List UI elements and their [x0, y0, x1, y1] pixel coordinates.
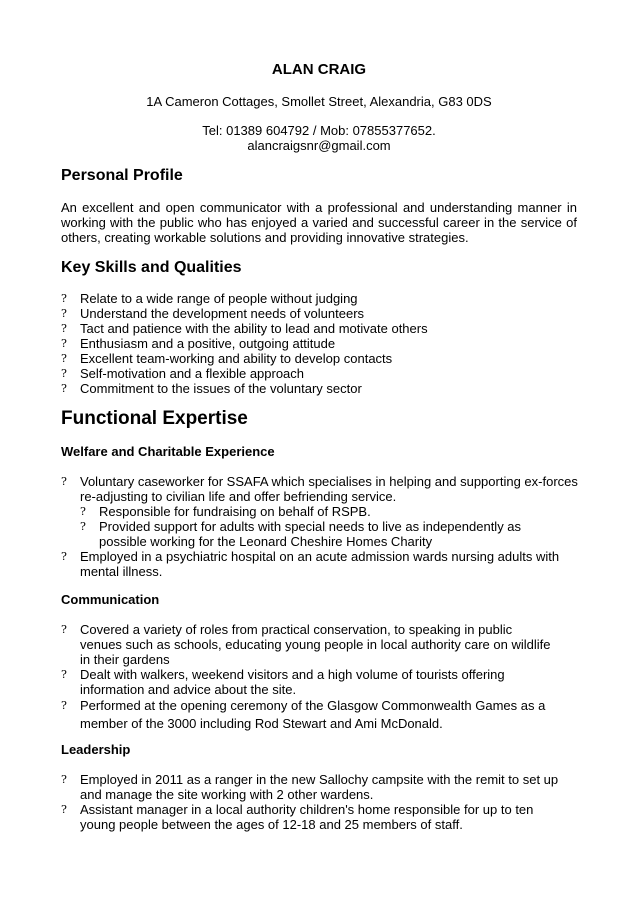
subheading-welfare: Welfare and Charitable Experience — [61, 444, 275, 459]
list-item: ? Understand the development needs of volunteers — [61, 306, 365, 321]
list-item: ? Employed in a psychiatric hospital on an acute admission wards nursing adults with mental illness. — [61, 549, 560, 579]
section-heading-expertise: Functional Expertise — [61, 408, 248, 429]
welfare-list — [61, 474, 581, 579]
bullet-marker: ? — [61, 292, 67, 305]
skills-list — [61, 291, 581, 396]
subheading-communication: Communication — [61, 592, 160, 607]
bullet-marker: ? — [61, 668, 67, 681]
address-line: 1A Cameron Cottages, Smollet Street, Alexandria, G83 0DS — [146, 94, 492, 109]
bullet-marker: ? — [61, 699, 67, 712]
list-item: ? Covered a variety of roles from practical conservation, to speaking in public venues such as schools, educating young people in local authority care on wildlife in their gardens — [61, 622, 551, 667]
bullet-marker: ? — [61, 322, 67, 335]
list-item: ? Responsible for fundraising on behalf of RSPB. — [80, 504, 371, 519]
leadership-list — [61, 772, 561, 832]
candidate-name: ALAN CRAIG — [271, 61, 367, 78]
contact-block — [0, 123, 638, 153]
section-heading-skills: Key Skills and Qualities — [61, 259, 242, 276]
welfare-sublist — [80, 504, 581, 549]
list-item: ? Assistant manager in a local authority children's home responsible for up to ten young people between the ages of 12-18 and 25 members of staff. — [61, 802, 534, 832]
bullet-marker: ? — [80, 520, 86, 533]
section-heading-profile: Personal Profile — [61, 167, 183, 184]
profile-text: An excellent and open communicator with a professional and understanding manner in working with the public who has enjoyed a varied and successful career in the service of others, creating workable solutions and providing innovative strategies. — [61, 200, 577, 245]
list-item: ? Enthusiasm and a positive, outgoing attitude — [61, 336, 336, 351]
list-item: ? Commitment to the issues of the voluntary sector — [61, 381, 362, 396]
communication-list — [61, 622, 551, 733]
bullet-marker: ? — [61, 367, 67, 380]
bullet-marker: ? — [61, 307, 67, 320]
bullet-marker: ? — [61, 803, 67, 816]
list-item: ? Voluntary caseworker for SSAFA which specialises in helping and supporting ex-forces re-adjusting to civilian life and offer befriending service. ? Responsible for fundraising on behalf of RSPB. ? Provided support for adults with special needs to live as independently as possible working for the Leonard Cheshire Homes Charity — [61, 474, 581, 549]
email-line: alancraigsnr@gmail.com — [247, 138, 391, 153]
bullet-marker: ? — [61, 475, 67, 488]
list-item: ? Dealt with walkers, weekend visitors and a high volume of tourists offering information and advice about the site. — [61, 667, 505, 697]
list-item: ? Provided support for adults with special needs to live as independently as possible working for the Leonard Cheshire Homes Charity — [80, 519, 522, 549]
list-item: ? Performed at the opening ceremony of the Glasgow Commonwealth Games as a member of the 3000 including Rod Stewart and Ami McDonald. — [61, 698, 546, 731]
bullet-marker: ? — [61, 382, 67, 395]
list-item: ? Relate to a wide range of people without judging — [61, 291, 358, 306]
list-item: ? Self-motivation and a flexible approach — [61, 366, 305, 381]
bullet-marker: ? — [61, 352, 67, 365]
list-item: ? Employed in 2011 as a ranger in the new Sallochy campsite with the remit to set up and manage the site working with 2 other wardens. — [61, 772, 559, 802]
list-item: ? Tact and patience with the ability to lead and motivate others — [61, 321, 428, 336]
phone-line: Tel: 01389 604792 / Mob: 07855377652. — [202, 123, 436, 138]
bullet-marker: ? — [61, 773, 67, 786]
bullet-marker: ? — [80, 505, 86, 518]
bullet-marker: ? — [61, 623, 67, 636]
bullet-marker: ? — [61, 550, 67, 563]
bullet-marker: ? — [61, 337, 67, 350]
subheading-leadership: Leadership — [61, 742, 131, 757]
list-item: ? Excellent team-working and ability to develop contacts — [61, 351, 393, 366]
